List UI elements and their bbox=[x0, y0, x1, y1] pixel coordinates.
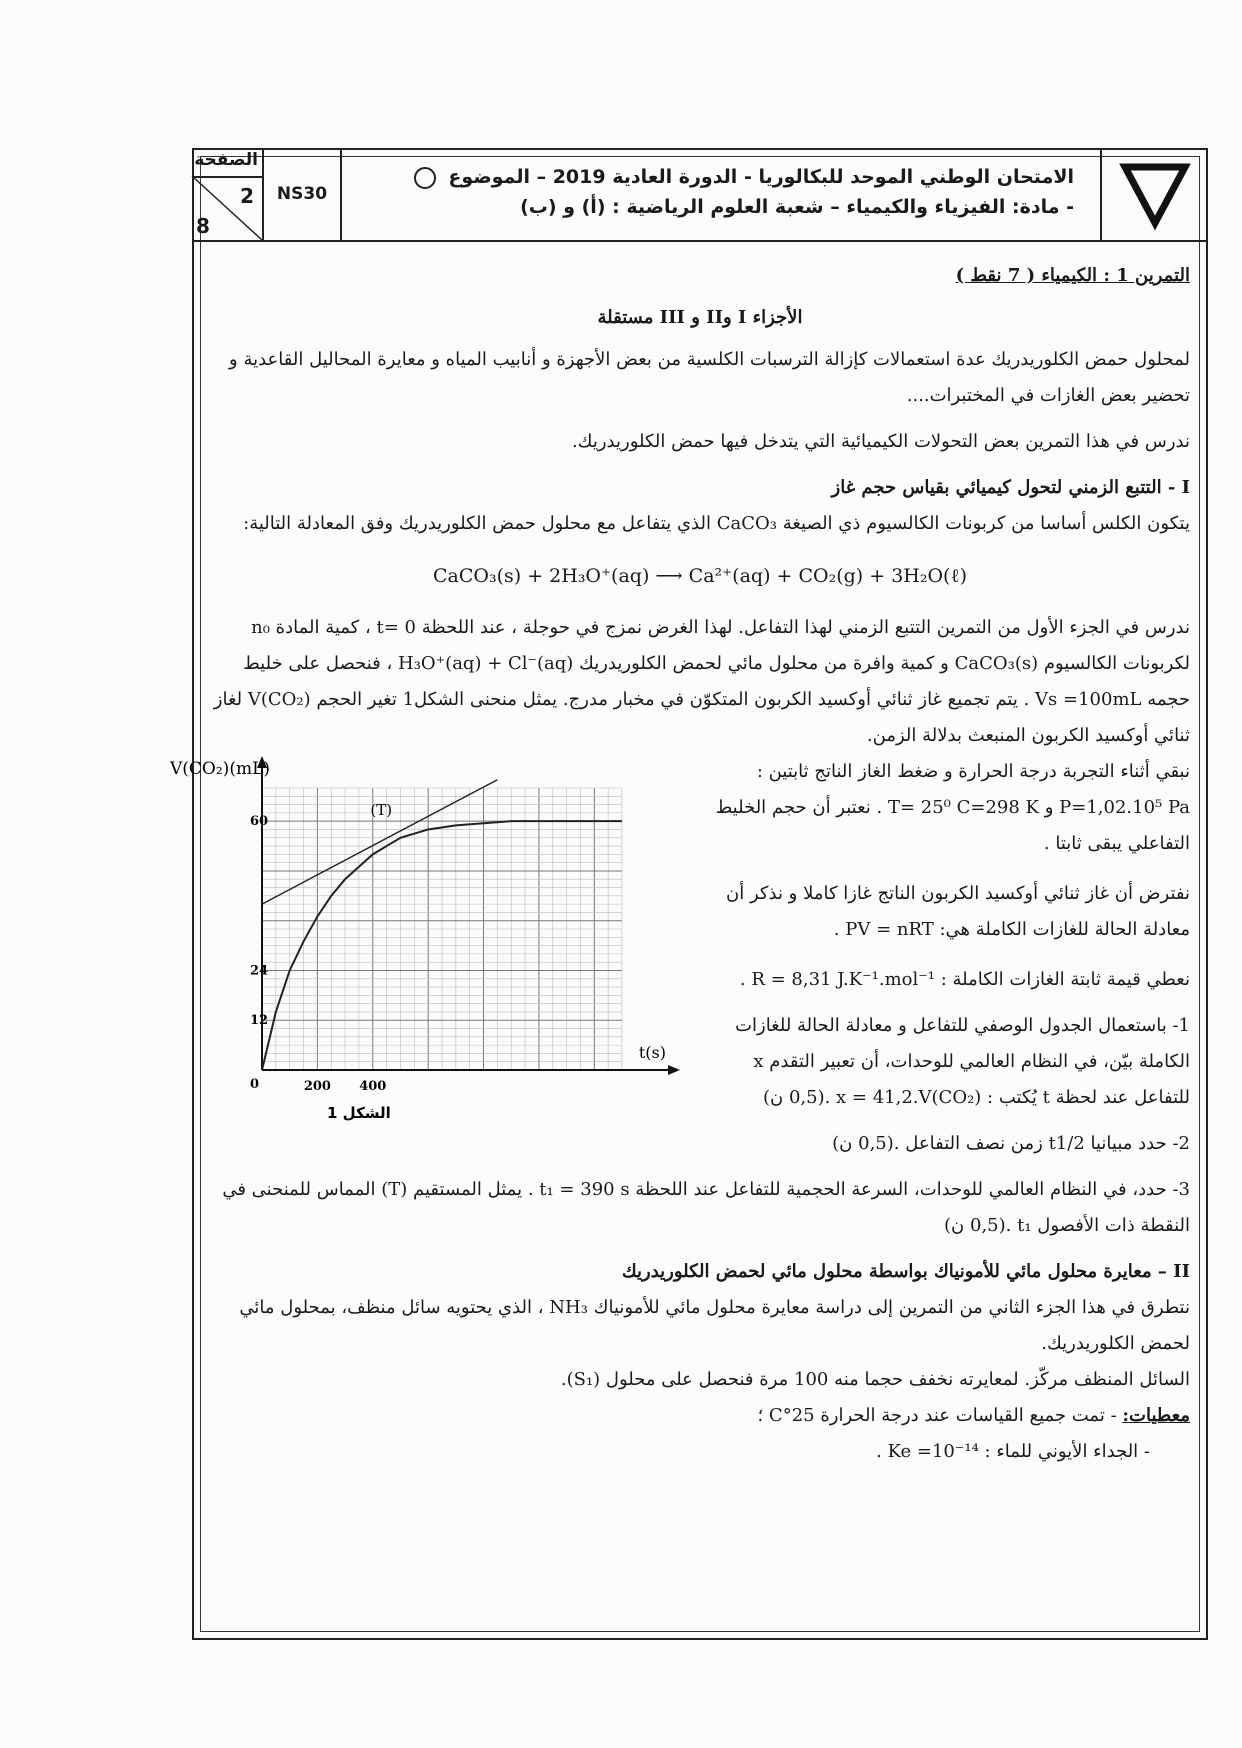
x-tick-label: 200 bbox=[303, 1079, 331, 1094]
gas-constant: نعطي قيمة ثابتة الغازات الكاملة : R = 8,31 J.K⁻¹.mol⁻¹ . bbox=[739, 969, 1190, 990]
part2-paragraph-2: السائل المنظف مركّز. لمعايرته نخفف حجما منه 100 مرة فنحصل على محلول (S₁). bbox=[560, 1369, 1190, 1390]
side-text bbox=[700, 754, 1190, 1116]
data-label: معطيات: bbox=[1122, 1405, 1190, 1426]
page-counter bbox=[192, 148, 264, 240]
reaction-equation: CaCO₃(s) + 2H₃O⁺(aq) ⟶ Ca²⁺(aq) + CO₂(g) + 3H₂O(ℓ) bbox=[432, 565, 967, 587]
y-tick-label: 24 bbox=[250, 963, 269, 979]
volume-time-chart bbox=[170, 754, 680, 1134]
exam-content bbox=[170, 258, 1190, 1470]
title-line-2: - مادة: الفيزياء والكيمياء – شعبة العلوم الرياضية : (أ) و (ب) bbox=[520, 196, 1074, 218]
x-axis-arrow bbox=[668, 1065, 680, 1075]
page-number: 2 bbox=[240, 184, 254, 208]
exam-title bbox=[342, 148, 1102, 240]
title-line-1: الامتحان الوطني الموحد للبكالوريا - الدورة العادية 2019 – الموضوع bbox=[448, 166, 1074, 188]
x-axis-label: t(s) bbox=[638, 1043, 666, 1062]
part2-title: II – معايرة محلول مائي للأمونياك بواسطة محلول مائي لحمض الكلوريدريك bbox=[621, 1261, 1190, 1282]
part1-paragraph-1: يتكون الكلس أساسا من كربونات الكالسيوم ذي الصيغة CaCO₃ الذي يتفاعل مع محلول حمض الكلوريدريك وفق المعادلة التالية: bbox=[243, 513, 1190, 534]
circle-icon bbox=[414, 167, 436, 189]
figure-caption: الشكل 1 bbox=[327, 1104, 391, 1122]
question-1: 1- باستعمال الجدول الوصفي للتفاعل و معادلة الحالة للغازات الكاملة بيّن، في النظام العالمي للوحدات، أن تعبير التقدم x للتفاعل عند لحظة t يُكتب : x = 41,2.V(CO₂) .(0,5 ن) bbox=[735, 1015, 1190, 1108]
ideal-gas-paragraph: نفترض أن غاز ثنائي أوكسيد الكربون الناتج غازا كاملا و نذكر أن معادلة الحالة للغازات الكاملة هي: PV = nRT . bbox=[726, 883, 1190, 940]
part1-paragraph-2: ندرس في الجزء الأول من التمرين التتبع الزمني لهذا التفاعل. لهذا الغرض نمزج في حوجلة ، عند اللحظة t= 0 ، كمية المادة n₀ لكربونات الكالسيوم CaCO₃(s) و كمية وافرة من محلول مائي لحمض الكلوريدريك H₃O⁺(aq) + Cl⁻(aq) ، فنحصل على خليط حجمه Vs =100mL . يتم تجميع غاز ثنائي أوكسيد الكربون المتكوّن في مخبار مدرج. يمثل منحنى الشكل1 تغير الحجم V(CO₂) لغاز ثنائي أوكسيد الكربون المنبعث بدلالة الزمن. bbox=[213, 617, 1190, 746]
y-tick-label: 12 bbox=[250, 1013, 269, 1029]
parts-note: الأجزاء I وII و III مستقلة bbox=[597, 307, 803, 328]
tangent-line-T bbox=[262, 780, 497, 904]
page-label: الصفحة bbox=[194, 150, 258, 170]
question-2: 2- حدد مبيانيا t1/2 زمن نصف التفاعل .(0,5 ن) bbox=[832, 1133, 1190, 1154]
figure-1 bbox=[170, 754, 680, 1134]
exercise-title: التمرين 1 : الكيمياء ( 7 نقط ) bbox=[955, 265, 1190, 286]
tangent-label: (T) bbox=[370, 800, 393, 819]
y-tick-label: 60 bbox=[250, 814, 269, 830]
triangle-logo-icon bbox=[1102, 148, 1208, 240]
origin-label: 0 bbox=[250, 1077, 260, 1092]
exam-code: NS30 bbox=[264, 148, 342, 240]
data-item-1: - تمت جميع القياسات عند درجة الحرارة 25°C ؛ bbox=[757, 1405, 1117, 1426]
figure-section bbox=[170, 754, 1190, 1122]
data-item-2: - الجداء الأيوني للماء : Ke =10⁻¹⁴ . bbox=[876, 1441, 1150, 1462]
part2-paragraph-1: نتطرق في هذا الجزء الثاني من التمرين إلى دراسة معايرة محلول مائي للأمونياك NH₃ ، الذي يحتويه سائل منظف، بمحلول مائي لحمض الكلوريدريك. bbox=[239, 1297, 1190, 1354]
question-3: 3- حدد، في النظام العالمي للوحدات، السرعة الحجمية للتفاعل عند اللحظة t₁ = 390 s . يمثل المستقيم (T) المماس للمنحنى في النقطة ذات الأفصول t₁ .(0,5 ن) bbox=[222, 1179, 1190, 1236]
exam-header bbox=[192, 148, 1208, 242]
x-tick-label: 400 bbox=[359, 1079, 387, 1094]
intro-paragraph-1: لمحلول حمض الكلوريدريك عدة استعمالات كإزالة الترسبات الكلسية من بعض الأجهزة و أنابيب المياه و معايرة المحاليل القاعدية و تحضير بعض الغازات في المختبرات.... bbox=[229, 349, 1190, 406]
page-total: 8 bbox=[196, 214, 210, 238]
y-axis-label: V(CO₂)(mL) bbox=[170, 759, 270, 779]
conditions-paragraph: نبقي أثناء التجربة درجة الحرارة و ضغط الغاز الناتج ثابتين : P=1,02.10⁵ Pa و T= 25⁰ C=298 K . نعتبر أن حجم الخليط التفاعلي يبقى ثابتا . bbox=[715, 761, 1190, 854]
intro-paragraph-2: ندرس في هذا التمرين بعض التحولات الكيميائية التي يتدخل فيها حمض الكلوريدريك. bbox=[571, 431, 1190, 452]
part1-title: I - التتبع الزمني لتحول كيميائي بقياس حجم غاز bbox=[831, 477, 1190, 498]
